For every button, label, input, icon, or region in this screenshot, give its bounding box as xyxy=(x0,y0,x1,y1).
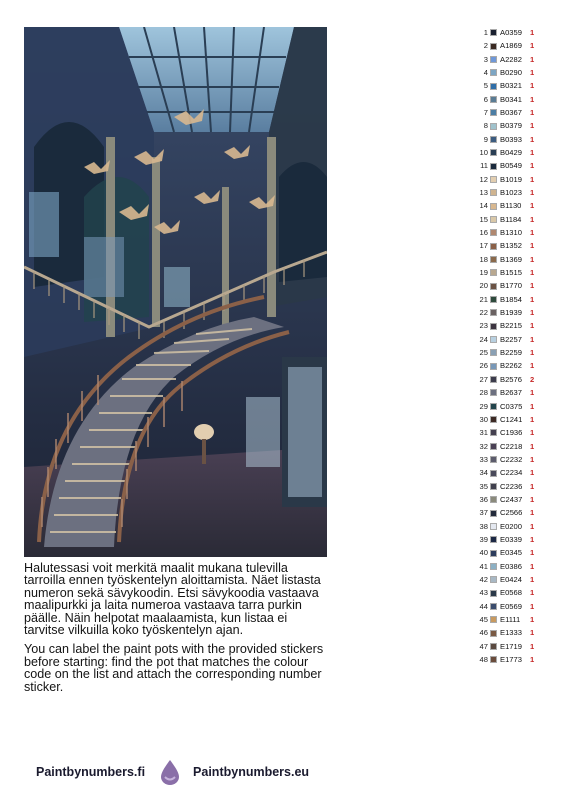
palette-row xyxy=(478,119,558,132)
instructions-english: You can label the paint pots with the provided stickers before starting: find the pot that matches the colour code on the list and attach the corresponding number sticker. xyxy=(24,642,324,694)
palette-count: 1 xyxy=(530,628,535,638)
palette-number: 34 xyxy=(479,468,488,478)
palette-row xyxy=(478,79,558,92)
palette-swatch xyxy=(490,283,497,290)
palette-swatch xyxy=(490,576,497,583)
palette-swatch xyxy=(490,443,497,450)
palette-row xyxy=(478,199,558,212)
palette-code: C2437 xyxy=(500,494,523,504)
palette-number: 42 xyxy=(479,574,488,584)
palette-swatch xyxy=(490,309,497,316)
palette-number: 5 xyxy=(483,81,488,91)
palette-number: 46 xyxy=(479,628,488,638)
palette-swatch xyxy=(490,643,497,650)
palette-row xyxy=(478,39,558,52)
palette-swatch xyxy=(490,243,497,250)
palette-row xyxy=(478,506,558,519)
palette-swatch xyxy=(490,389,497,396)
palette-number: 23 xyxy=(479,321,488,331)
palette-row xyxy=(478,480,558,493)
palette-number: 40 xyxy=(479,548,488,558)
palette-swatch xyxy=(490,323,497,330)
palette-swatch xyxy=(490,136,497,143)
palette-code: B1019 xyxy=(500,174,522,184)
palette-number: 22 xyxy=(479,308,488,318)
palette-row xyxy=(478,253,558,266)
palette-code: B2259 xyxy=(500,348,522,358)
palette-number: 39 xyxy=(479,534,488,544)
palette-swatch xyxy=(490,83,497,90)
palette-swatch xyxy=(490,163,497,170)
palette-number: 21 xyxy=(479,294,488,304)
palette-swatch xyxy=(490,456,497,463)
palette-count: 1 xyxy=(530,121,535,131)
palette-swatch xyxy=(490,550,497,557)
palette-count: 1 xyxy=(530,521,535,531)
palette-number: 14 xyxy=(479,201,488,211)
paint-drop-logo-icon xyxy=(159,759,181,785)
palette-code: B0341 xyxy=(500,94,522,104)
palette-count: 1 xyxy=(530,241,535,251)
palette-count: 1 xyxy=(530,641,535,651)
palette-row xyxy=(478,266,558,279)
palette-row xyxy=(478,320,558,333)
palette-swatch xyxy=(490,203,497,210)
palette-swatch xyxy=(490,616,497,623)
palette-count: 1 xyxy=(530,54,535,64)
palette-number: 19 xyxy=(479,268,488,278)
palette-count: 1 xyxy=(530,81,535,91)
palette-code: E1773 xyxy=(500,655,522,665)
palette-count: 1 xyxy=(530,428,535,438)
palette-number: 10 xyxy=(479,147,488,157)
palette-number: 31 xyxy=(479,428,488,438)
palette-number: 6 xyxy=(483,94,488,104)
palette-number: 36 xyxy=(479,494,488,504)
palette-count: 1 xyxy=(530,481,535,491)
color-palette-list xyxy=(478,26,558,667)
palette-count: 1 xyxy=(530,468,535,478)
palette-row xyxy=(478,426,558,439)
palette-count: 1 xyxy=(530,134,535,144)
palette-count: 1 xyxy=(530,655,535,665)
palette-count: 1 xyxy=(530,574,535,584)
palette-count: 1 xyxy=(530,388,535,398)
palette-number: 44 xyxy=(479,601,488,611)
palette-code: B1515 xyxy=(500,268,522,278)
palette-number: 8 xyxy=(483,121,488,131)
palette-row xyxy=(478,653,558,666)
palette-count: 1 xyxy=(530,548,535,558)
palette-code: B1352 xyxy=(500,241,522,251)
palette-count: 1 xyxy=(530,601,535,611)
palette-number: 45 xyxy=(479,615,488,624)
palette-swatch xyxy=(490,229,497,236)
palette-row xyxy=(478,466,558,479)
palette-number: 27 xyxy=(479,374,488,384)
palette-code: C1936 xyxy=(500,428,523,438)
palette-row xyxy=(478,293,558,306)
palette-swatch xyxy=(490,429,497,436)
palette-code: B1369 xyxy=(500,254,522,264)
palette-row xyxy=(478,386,558,399)
palette-code: C2566 xyxy=(500,508,523,518)
palette-number: 33 xyxy=(479,454,488,464)
palette-count: 1 xyxy=(530,161,535,171)
palette-row xyxy=(478,373,558,386)
palette-row xyxy=(478,413,558,426)
palette-swatch xyxy=(490,109,497,116)
palette-number: 13 xyxy=(479,188,488,197)
palette-count: 1 xyxy=(530,588,535,598)
palette-count: 1 xyxy=(530,228,535,238)
palette-count: 1 xyxy=(530,308,535,318)
palette-code: B0367 xyxy=(500,107,522,117)
palette-number: 7 xyxy=(483,107,488,117)
palette-number: 24 xyxy=(479,334,488,344)
palette-code: C2234 xyxy=(500,468,523,478)
palette-count: 1 xyxy=(530,67,535,77)
palette-row xyxy=(478,360,558,373)
palette-count: 1 xyxy=(530,254,535,264)
palette-swatch xyxy=(490,123,497,130)
palette-swatch xyxy=(490,69,497,76)
palette-count: 1 xyxy=(530,41,535,51)
palette-row xyxy=(478,240,558,253)
palette-swatch xyxy=(490,269,497,276)
palette-code: C2232 xyxy=(500,454,523,464)
palette-count: 1 xyxy=(530,348,535,358)
palette-swatch xyxy=(490,376,497,383)
palette-row xyxy=(478,453,558,466)
palette-swatch xyxy=(490,470,497,477)
palette-row xyxy=(478,186,558,199)
palette-code: B1770 xyxy=(500,281,522,291)
palette-count: 1 xyxy=(530,27,535,37)
palette-row xyxy=(478,613,558,626)
palette-code: E1719 xyxy=(500,641,522,651)
palette-number: 48 xyxy=(479,655,488,665)
palette-number: 37 xyxy=(479,508,488,518)
palette-row xyxy=(478,226,558,239)
palette-row xyxy=(478,560,558,573)
palette-code: C0375 xyxy=(500,401,523,411)
palette-count: 1 xyxy=(530,561,535,571)
palette-code: B0549 xyxy=(500,161,522,171)
palette-code: B1023 xyxy=(500,188,522,197)
palette-swatch xyxy=(490,483,497,490)
palette-swatch xyxy=(490,43,497,50)
palette-swatch xyxy=(490,563,497,570)
palette-count: 1 xyxy=(530,401,535,411)
palette-row xyxy=(478,520,558,533)
palette-row xyxy=(478,133,558,146)
palette-code: B2576 xyxy=(500,374,522,384)
palette-code: E0200 xyxy=(500,521,522,531)
palette-number: 9 xyxy=(483,134,488,144)
palette-row xyxy=(478,400,558,413)
palette-row xyxy=(478,626,558,639)
palette-code: C2236 xyxy=(500,481,523,491)
palette-number: 15 xyxy=(479,214,488,224)
palette-code: B0429 xyxy=(500,147,522,157)
palette-number: 41 xyxy=(479,561,488,571)
palette-code: E1333 xyxy=(500,628,522,638)
palette-code: B1130 xyxy=(500,201,522,211)
palette-code: E0569 xyxy=(500,601,522,611)
palette-code: E0386 xyxy=(500,561,522,571)
palette-count: 2 xyxy=(530,374,535,384)
palette-count: 1 xyxy=(530,174,535,184)
palette-row xyxy=(478,306,558,319)
palette-swatch xyxy=(490,336,497,343)
palette-row xyxy=(478,640,558,653)
palette-count: 1 xyxy=(530,294,535,304)
palette-count: 1 xyxy=(530,534,535,544)
palette-swatch xyxy=(490,363,497,370)
palette-code: B0290 xyxy=(500,67,522,77)
palette-row xyxy=(478,173,558,186)
instructions-block xyxy=(24,562,324,700)
palette-swatch xyxy=(490,189,497,196)
palette-number: 38 xyxy=(479,521,488,531)
palette-swatch xyxy=(490,630,497,637)
footer xyxy=(36,758,336,786)
palette-code: C1241 xyxy=(500,414,523,424)
palette-count: 1 xyxy=(530,508,535,518)
palette-count: 1 xyxy=(530,334,535,344)
palette-number: 47 xyxy=(479,641,488,651)
palette-number: 3 xyxy=(483,54,488,64)
palette-count: 1 xyxy=(530,268,535,278)
palette-code: E0345 xyxy=(500,548,522,558)
palette-count: 1 xyxy=(530,441,535,451)
palette-swatch xyxy=(490,510,497,517)
palette-count: 1 xyxy=(530,321,535,331)
palette-swatch xyxy=(490,296,497,303)
palette-count: 1 xyxy=(530,188,535,197)
palette-row xyxy=(478,280,558,293)
palette-code: B1939 xyxy=(500,308,522,318)
palette-swatch xyxy=(490,496,497,503)
palette-swatch xyxy=(490,56,497,63)
palette-row xyxy=(478,93,558,106)
palette-code: B0393 xyxy=(500,134,522,144)
palette-row xyxy=(478,333,558,346)
palette-row xyxy=(478,53,558,66)
palette-number: 20 xyxy=(479,281,488,291)
palette-count: 1 xyxy=(530,201,535,211)
museum-staircase-painting xyxy=(24,27,327,557)
palette-swatch xyxy=(490,216,497,223)
palette-number: 30 xyxy=(479,414,488,424)
palette-swatch xyxy=(490,403,497,410)
brand-link-fi[interactable]: Paintbynumbers.fi xyxy=(36,765,146,779)
palette-code: B1184 xyxy=(500,214,522,224)
palette-row xyxy=(478,66,558,79)
artwork-image xyxy=(24,27,327,557)
palette-row xyxy=(478,159,558,172)
brand-link-eu[interactable]: Paintbynumbers.eu xyxy=(193,765,310,779)
palette-row xyxy=(478,533,558,546)
palette-number: 12 xyxy=(479,174,488,184)
palette-number: 29 xyxy=(479,401,488,411)
palette-count: 1 xyxy=(530,414,535,424)
palette-row xyxy=(478,586,558,599)
palette-swatch xyxy=(490,176,497,183)
palette-swatch xyxy=(490,416,497,423)
palette-row xyxy=(478,600,558,613)
palette-code: E0568 xyxy=(500,588,522,598)
palette-row xyxy=(478,573,558,586)
palette-number: 4 xyxy=(483,67,488,77)
palette-count: 1 xyxy=(530,107,535,117)
palette-code: B2215 xyxy=(500,321,522,331)
palette-number: 18 xyxy=(479,254,488,264)
palette-count: 1 xyxy=(530,454,535,464)
palette-swatch xyxy=(490,536,497,543)
instructions-finnish: Halutessasi voit merkitä maalit mukana tulevilla tarroilla ennen työskentelyn aloittamista. Näet listasta numeron sekä sävykoodin. Etsi sävykoodia vastaava maalipurkki ja laita numeroa vastaava tarra purkin päälle. Näin helpotat maalaamista, kun listaa ei tarvitse vilkuilla koko työskentelyn ajan. xyxy=(24,561,321,638)
palette-number: 25 xyxy=(479,348,488,358)
palette-row xyxy=(478,106,558,119)
palette-number: 2 xyxy=(483,41,488,51)
palette-row xyxy=(478,440,558,453)
palette-row xyxy=(478,346,558,359)
palette-swatch xyxy=(490,256,497,263)
palette-code: B2262 xyxy=(500,361,522,371)
palette-code: A0359 xyxy=(500,27,522,37)
palette-code: C2218 xyxy=(500,441,523,451)
palette-code: B2637 xyxy=(500,388,522,398)
palette-number: 11 xyxy=(480,161,488,171)
palette-code: B1310 xyxy=(500,228,522,238)
palette-row xyxy=(478,493,558,506)
palette-count: 1 xyxy=(530,94,535,104)
palette-code: B2257 xyxy=(500,334,522,344)
palette-number: 1 xyxy=(483,27,488,37)
palette-swatch xyxy=(490,603,497,610)
palette-number: 32 xyxy=(479,441,488,451)
palette-number: 35 xyxy=(479,481,488,491)
palette-number: 28 xyxy=(479,388,488,398)
palette-code: E0339 xyxy=(500,534,522,544)
palette-swatch xyxy=(490,523,497,530)
palette-row xyxy=(478,546,558,559)
palette-row xyxy=(478,146,558,159)
palette-code: A1869 xyxy=(500,41,522,51)
palette-code: A2282 xyxy=(500,54,522,64)
palette-count: 1 xyxy=(530,147,535,157)
palette-count: 1 xyxy=(530,361,535,371)
palette-count: 1 xyxy=(530,494,535,504)
palette-code: E1111 xyxy=(500,615,521,624)
palette-number: 17 xyxy=(479,241,488,251)
palette-code: B0321 xyxy=(500,81,522,91)
palette-swatch xyxy=(490,656,497,663)
palette-number: 43 xyxy=(479,588,488,598)
palette-swatch xyxy=(490,149,497,156)
palette-row xyxy=(478,26,558,39)
palette-code: E0424 xyxy=(500,574,522,584)
palette-code: B0379 xyxy=(500,121,522,131)
palette-swatch xyxy=(490,29,497,36)
palette-row xyxy=(478,213,558,226)
palette-code: B1854 xyxy=(500,294,522,304)
palette-count: 1 xyxy=(530,214,535,224)
palette-swatch xyxy=(490,590,497,597)
palette-number: 16 xyxy=(479,228,488,238)
palette-count: 1 xyxy=(530,615,535,624)
palette-swatch xyxy=(490,96,497,103)
palette-number: 26 xyxy=(479,361,488,371)
palette-swatch xyxy=(490,349,497,356)
palette-count: 1 xyxy=(530,281,535,291)
